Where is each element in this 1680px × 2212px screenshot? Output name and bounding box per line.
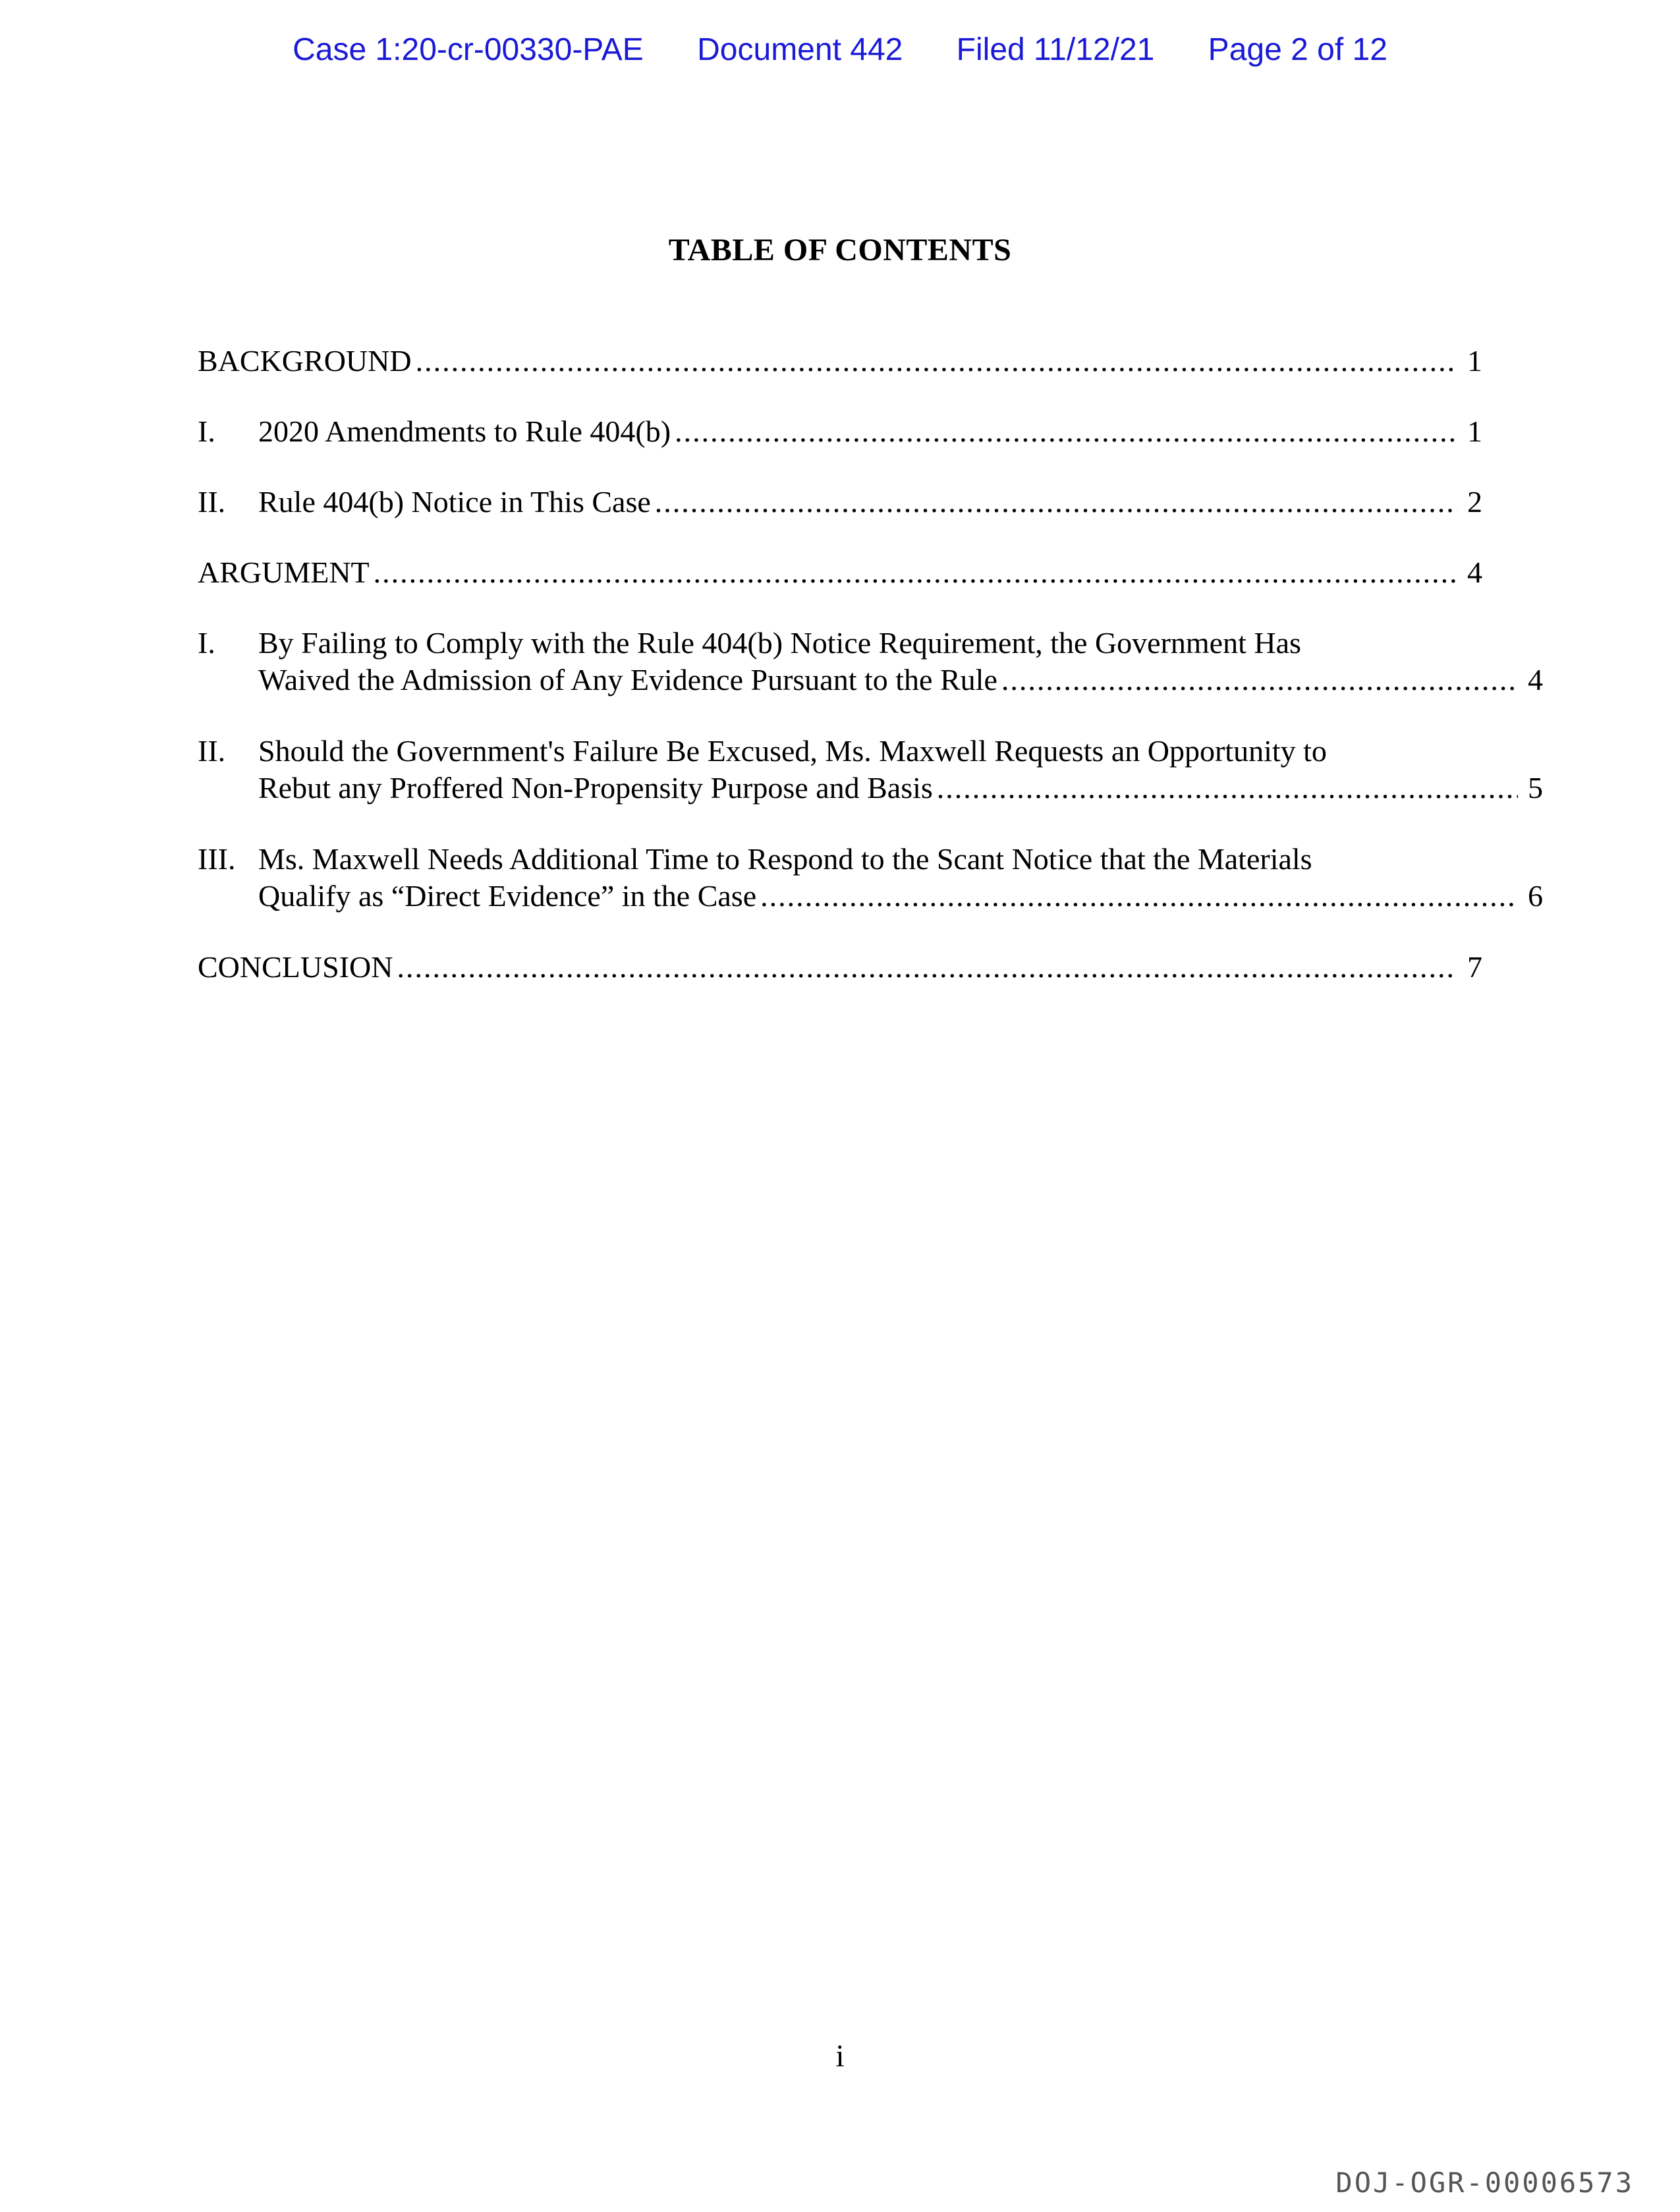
toc-leader-dots (937, 770, 1518, 807)
bates-number: DOJ-OGR-00006573 (1335, 2167, 1634, 2199)
toc-entry-argument (198, 554, 1482, 591)
toc-page-number: 1 (1467, 414, 1482, 448)
toc-entry-label-continued: Waived the Admission of Any Evidence Pursuant to the Rule (258, 663, 997, 696)
toc-entry-label: Ms. Maxwell Needs Additional Time to Respond to the Scant Notice that the Materials (258, 842, 1312, 876)
toc-entry-label-continued: Qualify as “Direct Evidence” in the Case (258, 879, 757, 913)
toc-entry-label: Should the Government's Failure Be Excused, Ms. Maxwell Requests an Opportunity to (258, 734, 1327, 768)
toc-leader-dots (397, 949, 1457, 986)
toc-entry-number: I. (198, 414, 215, 448)
toc-leader-dots (655, 484, 1457, 521)
document-number: Document 442 (697, 32, 903, 67)
toc-entry-failing-to-comply (198, 625, 1543, 698)
toc-entry-number: III. (198, 842, 236, 876)
toc-entry-label: 2020 Amendments to Rule 404(b) (258, 414, 671, 448)
case-number: Case 1:20-cr-00330-PAE (293, 32, 644, 67)
toc-entry-notice-in-case (198, 484, 1482, 521)
toc-leader-dots (760, 878, 1518, 915)
toc-entry-conclusion (198, 949, 1482, 986)
page-title: TABLE OF CONTENTS (668, 233, 1012, 268)
toc-page-number: 1 (1467, 344, 1482, 378)
toc-page-number: 5 (1528, 771, 1543, 805)
toc-entry-additional-time (198, 841, 1543, 915)
toc-entry-number: I. (198, 626, 215, 660)
toc-entry-failure-excused (198, 733, 1543, 807)
toc-entry-label: Rule 404(b) Notice in This Case (258, 485, 651, 519)
toc-leader-dots (374, 554, 1457, 591)
toc-leader-dots (1001, 662, 1518, 698)
toc-page-number: 6 (1528, 879, 1543, 913)
toc-entry-label: CONCLUSION (198, 950, 393, 984)
page-indicator: Page 2 of 12 (1208, 32, 1387, 67)
footer-page-number: i (835, 2039, 845, 2074)
toc-page-number: 7 (1467, 950, 1482, 984)
toc-entry-label: BACKGROUND (198, 344, 412, 378)
toc-entry-label: By Failing to Comply with the Rule 404(b) Notice Requirement, the Government Has (258, 626, 1301, 660)
toc-entry-background (198, 343, 1482, 380)
court-filing-stamp (0, 32, 1680, 68)
toc-entry-amendments (198, 413, 1482, 450)
toc-entry-label: ARGUMENT (198, 555, 370, 589)
toc-page-number: 2 (1467, 485, 1482, 519)
toc-entry-number: II. (198, 485, 226, 519)
toc-entry-label-continued: Rebut any Proffered Non-Propensity Purpose and Basis (258, 771, 933, 805)
toc-page-number: 4 (1467, 555, 1482, 589)
toc-leader-dots (416, 343, 1457, 380)
filed-date: Filed 11/12/21 (956, 32, 1155, 67)
toc-entry-number: II. (198, 734, 226, 768)
toc-page-number: 4 (1528, 663, 1543, 696)
toc-leader-dots (675, 413, 1457, 450)
